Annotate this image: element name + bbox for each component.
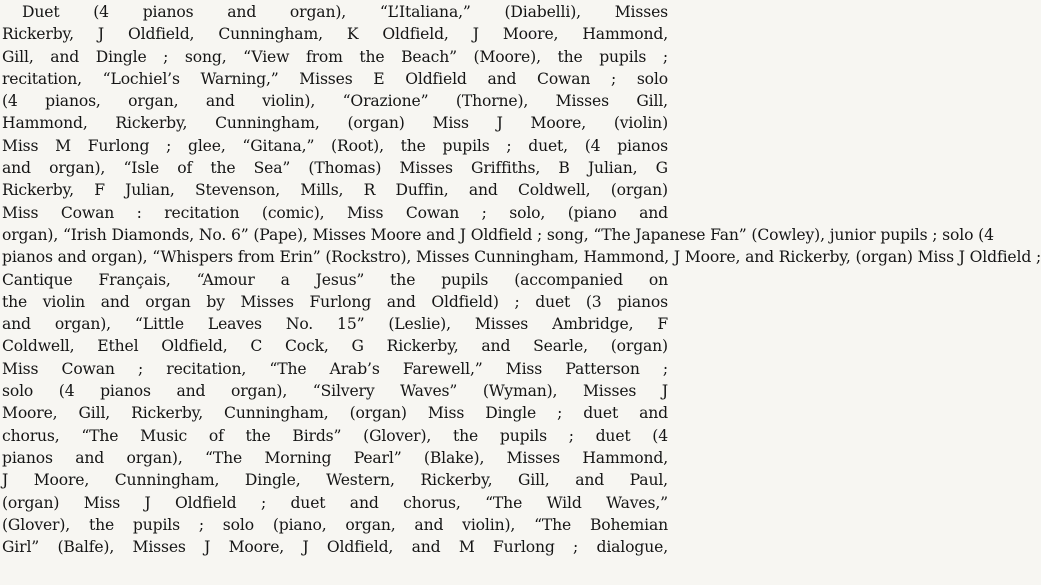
text-line: Rickerby, J Oldfield, Cunningham, K Oldfield, J Moore, Hammond, — [2, 25, 668, 44]
text-line: and organ), “Isle of the Sea” (Thomas) Misses Griffiths, B Julian, G — [2, 159, 668, 178]
text-line: (organ) Miss J Oldfield ; duet and chorus, “The Wild Waves,” — [2, 493, 668, 512]
text-line: Miss Cowan : recitation (comic), Miss Cowan ; solo, (piano and — [2, 203, 668, 222]
text-line: and organ), “Little Leaves No. 15” (Leslie), Misses Ambridge, F — [2, 315, 668, 334]
text-line: Gill, and Dingle ; song, “View from the Beach” (Moore), the pupils ; — [2, 47, 668, 66]
text-line: (4 pianos, organ, and violin), “Orazione” (Thorne), Misses Gill, — [2, 92, 668, 111]
text-line: the violin and organ by Misses Furlong and Oldfield) ; duet (3 pianos — [2, 292, 668, 311]
text-line: J Moore, Cunningham, Dingle, Western, Rickerby, Gill, and Paul, — [2, 471, 668, 490]
text-line: Miss Cowan ; recitation, “The Arab’s Farewell,” Miss Patterson ; — [2, 359, 668, 378]
text-line: Girl” (Balfe), Misses J Moore, J Oldfield, and M Furlong ; dialogue, — [2, 538, 668, 557]
text-line: pianos and organ), “Whispers from Erin” (Rockstro), Misses Cunningham, Hammond, J Moore, and Rickerby, (organ) Miss J Oldfield ; — [2, 248, 1041, 267]
text-line: Cantique Français, “Amour a Jesus” the pupils (accompanied on — [2, 270, 668, 289]
text-line: pianos and organ), “The Morning Pearl” (Blake), Misses Hammond, — [2, 448, 668, 467]
text-line: organ), “Irish Diamonds, No. 6” (Pape), Misses Moore and J Oldfield ; song, “The Japanese Fan” (Cowley), junior pupils ; solo (4 — [2, 225, 994, 244]
text-line: Miss M Furlong ; glee, “Gitana,” (Root), the pupils ; duet, (4 pianos — [2, 136, 668, 155]
text-line: Rickerby, F Julian, Stevenson, Mills, R Duffin, and Coldwell, (organ) — [2, 181, 668, 200]
text-line: recitation, “Lochiel’s Warning,” Misses E Oldfield and Cowan ; solo — [2, 69, 668, 88]
text-line: Hammond, Rickerby, Cunningham, (organ) Miss J Moore, (violin) — [2, 114, 668, 133]
text-line: Duet (4 pianos and organ), “L’Italiana,” (Diabelli), Misses — [22, 3, 668, 21]
text-line: solo (4 pianos and organ), “Silvery Waves” (Wyman), Misses J — [2, 382, 668, 401]
text-line: Moore, Gill, Rickerby, Cunningham, (organ) Miss Dingle ; duet and — [2, 404, 668, 423]
text-line: (Glover), the pupils ; solo (piano, organ, and violin), “The Bohemian — [2, 515, 668, 534]
text-line: chorus, “The Music of the Birds” (Glover), the pupils ; duet (4 — [2, 426, 668, 445]
text-line: Coldwell, Ethel Oldfield, C Cock, G Rickerby, and Searle, (organ) — [2, 337, 668, 356]
